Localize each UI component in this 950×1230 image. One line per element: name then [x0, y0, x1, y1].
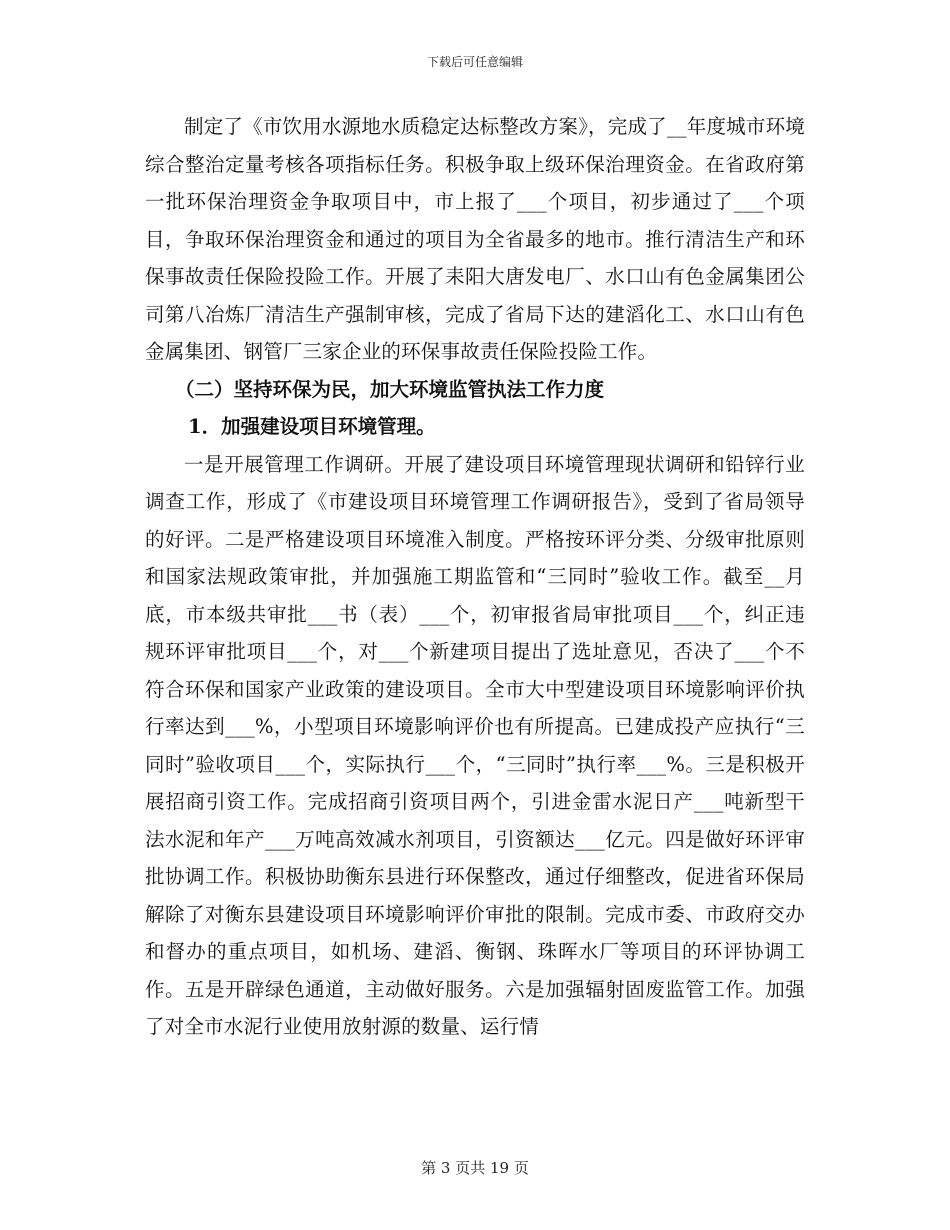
- section-heading: （二）坚持环保为民，加大环境监管执法工作力度: [175, 377, 605, 401]
- subsection-heading: 1．加强建设项目环境管理。: [188, 415, 436, 438]
- page-number: 第 3 页共 19 页: [421, 1159, 529, 1177]
- page-header: 下载后可任意编辑: [426, 55, 523, 69]
- paragraph-project-management: 一是开展管理工作调研。开展了建设项目环境管理现状调研和铅锌行业调查工作，形成了《市建设项目环境管理工作调研报告》，受到了省局领导的好评。二是严格建设项目环境准入制度。严格按环评分类、分级审批原则和国家法规政策审批，并加强施工期监管和“三同时”验收工作。截至__月底，市本级共审批___书（表）___个，初审报省局审批项目___个，纠正违规环评审批项目___个，对___个新建项目提出了选址意见，否决了___个不符合环保和国家产业政策的建设项目。全市大中型建设项目环境影响评价执行率达到___%，小型项目环境影响评价也有所提高。已建成投产应执行“三同时”验收项目___个，实际执行___个，“三同时”执行率___%。三是积极开展招商引资工作。完成招商引资项目两个，引进金雷水泥日产___吨新型干法水泥和年产___万吨高效减水剂项目，引资额达___亿元。四是做好环评审批协调工作。积极协助衡东县进行环保整改，通过仔细整改，促进省环保局解除了对衡东县建设项目环境影响评价审批的限制。完成市委、市政府交办和督办的重点项目，如机场、建滔、衡钢、珠晖水厂等项目的环评协调工作。五是开辟绿色通道，主动做好服务。六是加强辐射固废监管工作。加强了对全市水泥行业使用放射源的数量、运行情: [145, 452, 805, 1038]
- document-body: [145, 108, 805, 1046]
- paragraph-environmental-funding: 制定了《市饮用水源地水质稳定达标整改方案》，完成了__年度城市环境综合整治定量考核各项指标任务。积极争取上级环保治理资金。在省政府第一批环保治理资金争取项目中，市上报了___个项目，初步通过了___个项目，争取环保治理资金和通过的项目为全省最多的地市。推行清洁生产和环保事故责任保险投险工作。开展了耒阳大唐发电厂、水口山有色金属集团公司第八冶炼厂清洁生产强制审核，完成了省局下达的建滔化工、水口山有色金属集团、钢管厂三家企业的环保事故责任保险投险工作。: [145, 115, 805, 363]
